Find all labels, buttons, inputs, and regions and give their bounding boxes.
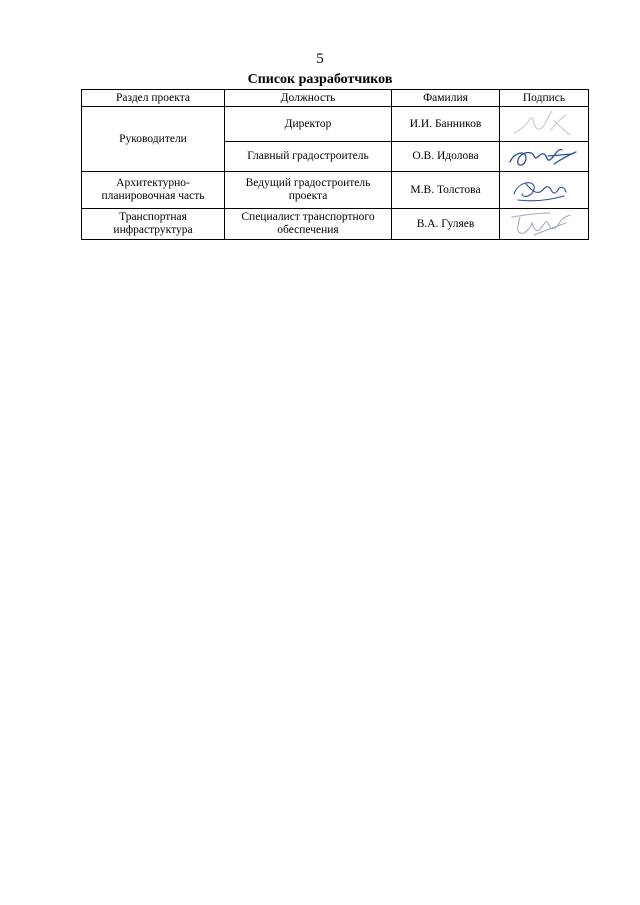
table-row — [82, 107, 589, 142]
header-name: Фамилия — [392, 90, 500, 107]
signature-2-image — [504, 142, 584, 171]
position-cell: Специалист транспортного обеспечения — [225, 209, 392, 240]
name-cell: И.И. Банников — [392, 107, 500, 142]
header-signature: Подпись — [500, 90, 589, 107]
signature-cell — [500, 142, 589, 172]
table-row — [82, 209, 589, 240]
section-cell: Архитектурно-планировочная часть — [82, 172, 225, 209]
document-title: Список разработчиков — [247, 72, 393, 87]
page-number: 5 — [316, 51, 324, 67]
signature-cell — [500, 172, 589, 209]
signature-cell — [500, 209, 589, 240]
signature-cell — [500, 107, 589, 142]
signature-1-image — [504, 107, 584, 141]
table-row — [82, 172, 589, 209]
section-cell: Транспортная инфраструктура — [82, 209, 225, 240]
signature-4-image — [504, 209, 584, 239]
name-cell: О.В. Идолова — [392, 142, 500, 172]
header-section: Раздел проекта — [82, 90, 225, 107]
developers-table — [81, 89, 589, 240]
position-cell: Главный градостроитель — [225, 142, 392, 172]
signature-3-image — [504, 172, 584, 208]
name-cell: М.В. Толстова — [392, 172, 500, 209]
section-cell: Руководители — [82, 107, 225, 172]
table-header-row — [82, 90, 589, 107]
name-cell: В.А. Гуляев — [392, 209, 500, 240]
header-position: Должность — [225, 90, 392, 107]
position-cell: Ведущий градостроитель проекта — [225, 172, 392, 209]
position-cell: Директор — [225, 107, 392, 142]
